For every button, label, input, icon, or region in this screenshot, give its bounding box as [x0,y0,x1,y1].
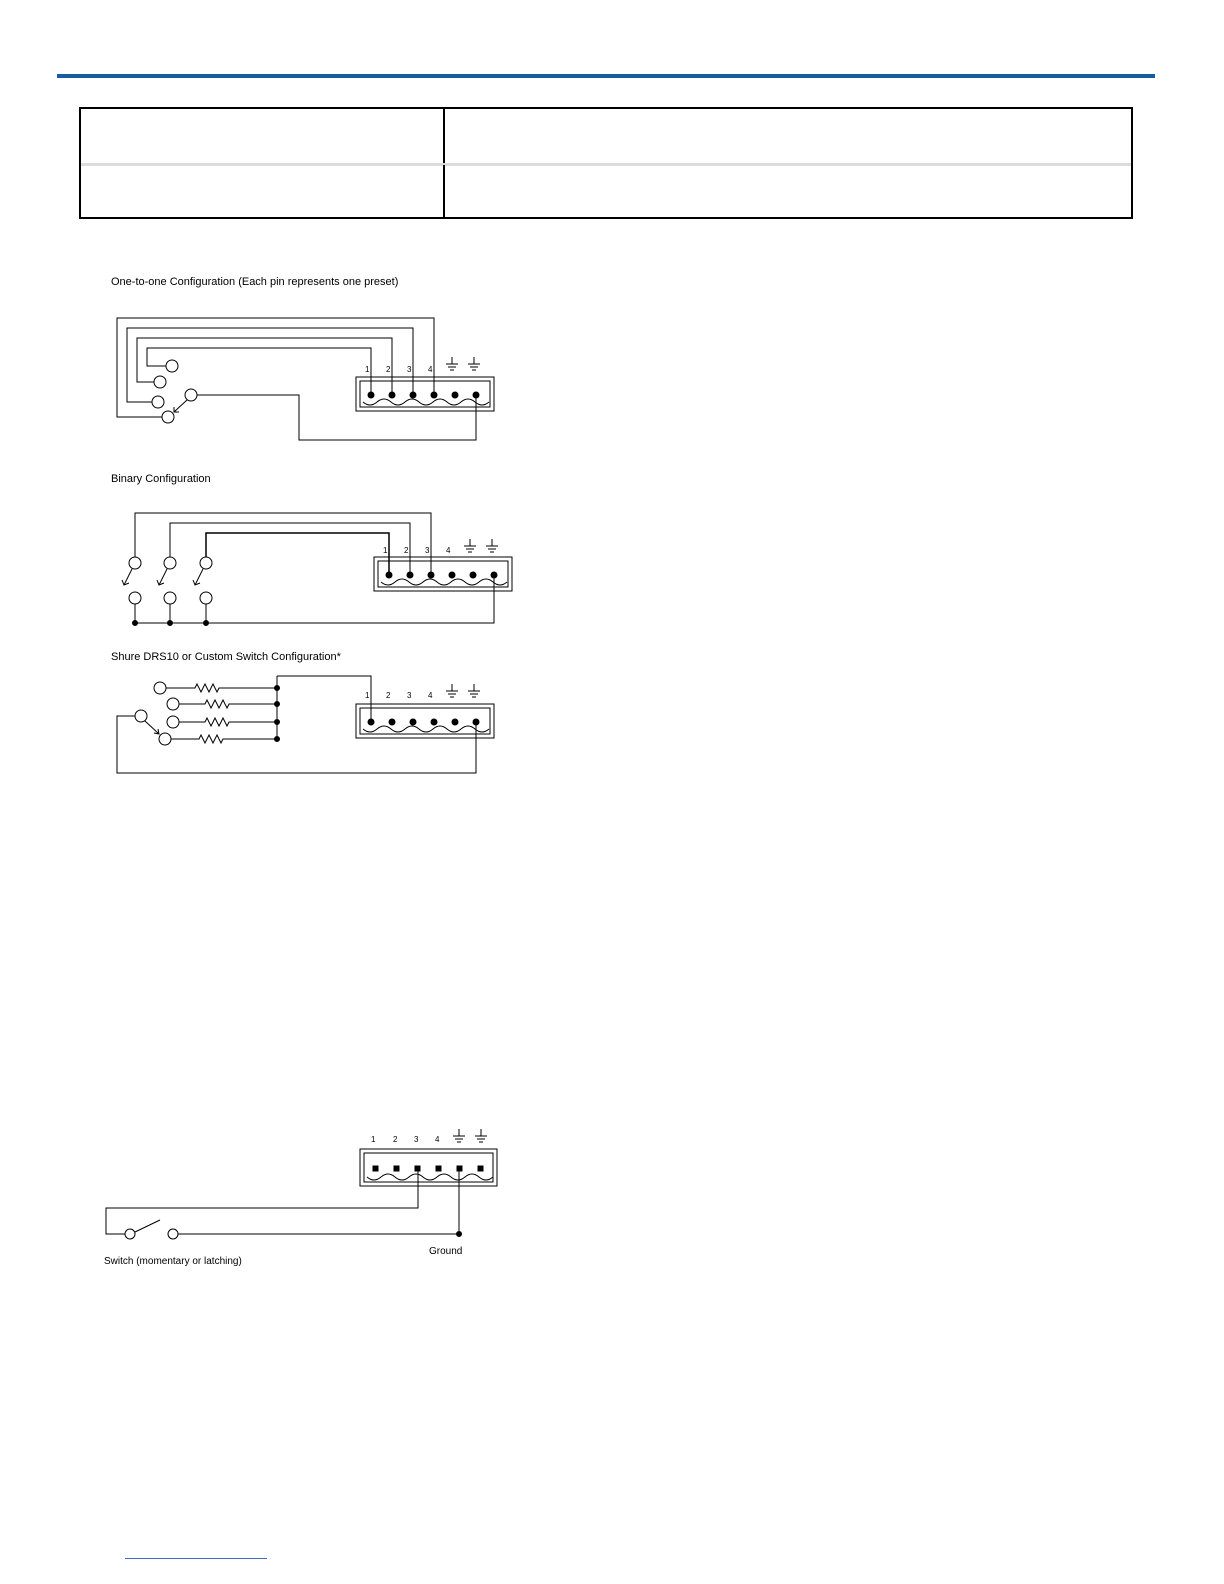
switch-contacts [135,682,179,745]
ground-icon [464,539,476,552]
diagram-title: Shure DRS10 or Custom Switch Configuration* [111,651,341,663]
pin-label: 2 [386,365,391,374]
ground-icon [475,1129,487,1142]
diagram-title: One-to-one Configuration (Each pin represents one preset) [111,276,399,288]
pin-label: 2 [386,691,391,700]
pin-label: 1 [383,546,388,555]
pin-label: 2 [404,546,409,555]
diagram-title: Binary Configuration [111,473,211,485]
ground-icon [468,684,480,697]
diagram-binary [111,473,512,626]
ground-icon [486,539,498,552]
terminal-block [374,557,512,591]
diagram-switch [104,1129,497,1267]
footer-link-underline[interactable] [125,1558,267,1559]
ground-icon [453,1129,465,1142]
terminal-block [356,377,494,411]
pin-label: 3 [425,546,430,555]
pin-label: 4 [428,691,433,700]
resistor-network [166,676,280,743]
ground-icon [468,357,480,370]
diagram-drs10 [111,651,494,773]
pin-label: 3 [407,691,412,700]
pin-label: 3 [407,365,412,374]
pin-label: 4 [435,1135,440,1144]
pin-label: 1 [371,1135,376,1144]
switch-contacts [152,360,197,423]
pin-label: 2 [393,1135,398,1144]
pin-label: 3 [414,1135,419,1144]
switch-icon [125,1220,178,1239]
pin-label: 1 [365,365,370,374]
wires [133,513,495,626]
switch-contacts [122,557,212,604]
pin-label: 4 [446,546,451,555]
terminal-block [360,1149,497,1186]
pin-label: 1 [365,691,370,700]
pin-label: 4 [428,365,433,374]
diagram-one-to-one [111,276,494,440]
ground-label: Ground [429,1246,463,1257]
ground-icon [446,357,458,370]
ground-icon [446,684,458,697]
switch-label: Switch (momentary or latching) [104,1256,242,1267]
terminal-block [356,704,494,738]
